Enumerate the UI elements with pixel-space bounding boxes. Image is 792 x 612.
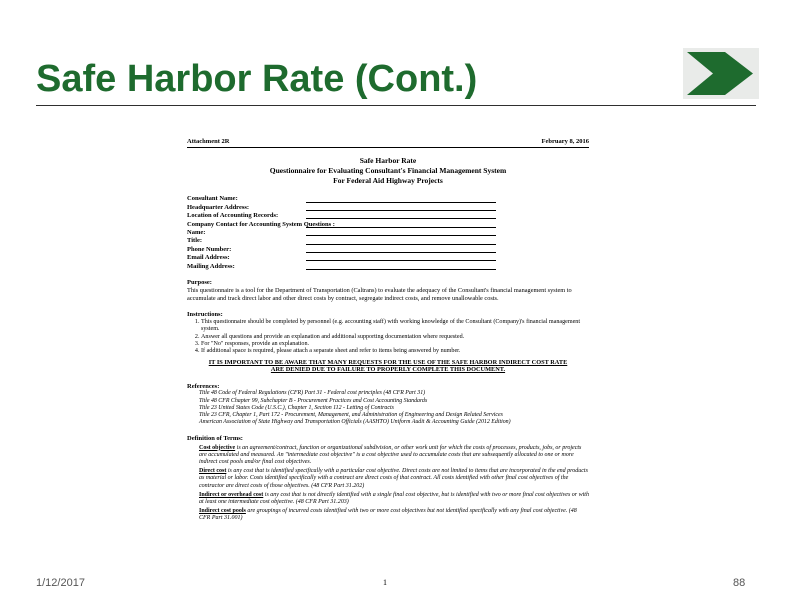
document-subtitle: Questionnaire for Evaluating Consultant's Financial Management System [269, 165, 507, 175]
chevron-right-icon [683, 48, 759, 99]
attachment-label: Attachment 2R [187, 138, 230, 145]
form-field: Location of Accounting Records: [187, 212, 279, 220]
purpose-text: This questionnaire is a tool for the Department of Transportation (Caltrans) to evaluate the adequacy of the Consultant's financial management system to accumulate and track direct labor and other direct costs by contract, segregate indirect costs, and remove unallowable costs. [187, 287, 572, 302]
form-field: Email Address: [187, 254, 230, 262]
list-item: Title 48 CFR Chapter 99, Subchapter B - Procurement Practices and Cost Accounting Standards [199, 397, 428, 404]
document-date: February 8, 2016 [541, 138, 589, 145]
definitions-heading: Definition of Terms: [187, 434, 243, 442]
definition-item [187, 468, 589, 490]
list-item: Title 23 CFR, Chapter 1, Part 172 - Procurement, Management, and Administration of Engineering and Design Related Services [199, 411, 503, 418]
blank-line [306, 227, 496, 228]
definition-item [187, 492, 589, 506]
blank-line [306, 235, 496, 236]
instructions-heading: Instructions: [187, 311, 223, 319]
references-heading: References: [187, 382, 220, 390]
document-header [187, 138, 589, 148]
document-title: Safe Harbor Rate [359, 155, 417, 165]
definition-text: is any cost that is identified specifically with a particular cost objective. Direct costs are not limited to items that are incorporated in the end products as material or labor. Costs identified specifically with a contract are direct costs of that contract. All costs identified with other final cost objectives of the contractor are direct costs of those objectives. (48 CFR Part 31.202) [199, 468, 588, 489]
list-item: 3. For "No" responses, provide an explanation. [201, 341, 589, 348]
blank-line [306, 244, 496, 245]
slide-title: Safe Harbor Rate (Cont.) [36, 58, 478, 100]
slide-date: 1/12/2017 [36, 577, 85, 589]
definition-text: is any cost that is not directly identified with a single final cost objective, but is identified with two or more final cost objectives or with at least one intermediate cost objective. (48 CFR Part 31.203) [199, 491, 589, 505]
document-page [187, 138, 589, 523]
blank-line [306, 269, 496, 270]
form-field: Consultant Name: [187, 195, 238, 203]
list-item: Title 23 United States Code (U.S.C.), Chapter 1, Section 112 - Letting of Contracts [199, 404, 394, 411]
list-item: 2. Answer all questions and provide an explanation and additional supporting documentation where requested. [201, 334, 589, 341]
references-list [187, 390, 589, 425]
list-item: 4. If additional space is required, please attach a separate sheet and refer to items being answered by number. [201, 348, 589, 355]
form-field: Company Contact for Accounting System Questions : [187, 220, 335, 228]
list-item: Title 48 Code of Federal Regulations (CFR) Part 31 - Federal cost principles (48 CFR Part 31) [199, 390, 426, 397]
definition-term: Direct cost [199, 468, 227, 475]
document-subtitle-2: For Federal Aid Highway Projects [333, 175, 443, 185]
list-item: 1. This questionnaire should be completed by personnel (e.g. accounting staff) with working knowledge of the Consultant (Company)'s financial management system. [201, 319, 589, 334]
important-notice: IT IS IMPORTANT TO BE AWARE THAT MANY REQUESTS FOR THE USE OF THE SAFE HARBOR INDIRECT COST RATE ARE DENIED DUE TO FAILURE TO PROPERLY COMPLETE THIS DOCUMENT. [208, 358, 568, 374]
form-field: Title: [187, 237, 203, 245]
definition-term: Indirect cost pools [199, 508, 246, 515]
blank-line [306, 202, 496, 203]
form-field: Headquarter Address: [187, 203, 250, 211]
list-item: American Association of State Highway and Transportation Officials (AASHTO) Uniform Audit & Accounting Guide (2012 Edition) [199, 418, 511, 425]
instructions-list [187, 319, 589, 356]
purpose-heading: Purpose: [187, 279, 212, 287]
definition-item [187, 445, 589, 467]
definition-term: Indirect or overhead cost [199, 491, 264, 498]
document-page-number: 1 [383, 578, 387, 587]
definition-item [187, 508, 589, 522]
form-field: Mailing Address: [187, 262, 235, 270]
slide-number: 88 [733, 577, 746, 589]
title-divider [36, 105, 756, 106]
form-field: Name: [187, 228, 206, 236]
consultant-fields [187, 195, 589, 271]
definition-term: Cost objective [199, 444, 236, 451]
blank-line [306, 218, 496, 219]
blank-line [306, 252, 496, 253]
form-field: Phone Number: [187, 245, 232, 253]
definition-text: is an agreement/contract, function or organizational subdivision, or other work unit for which the costs of processes, products, jobs, or projects are accumulated and measured. An "intermediate cost objective" is a cost objective used to accumulate costs that are subsequently allocated to one or more indirect cost pools and/or final cost objectives. [199, 444, 582, 466]
blank-line [306, 210, 496, 211]
definition-text: are groupings of incurred costs identified with two or more cost objectives but not identified specifically with any final cost objective. (48 CFR Part 31.001) [199, 508, 577, 522]
blank-line [306, 260, 496, 261]
